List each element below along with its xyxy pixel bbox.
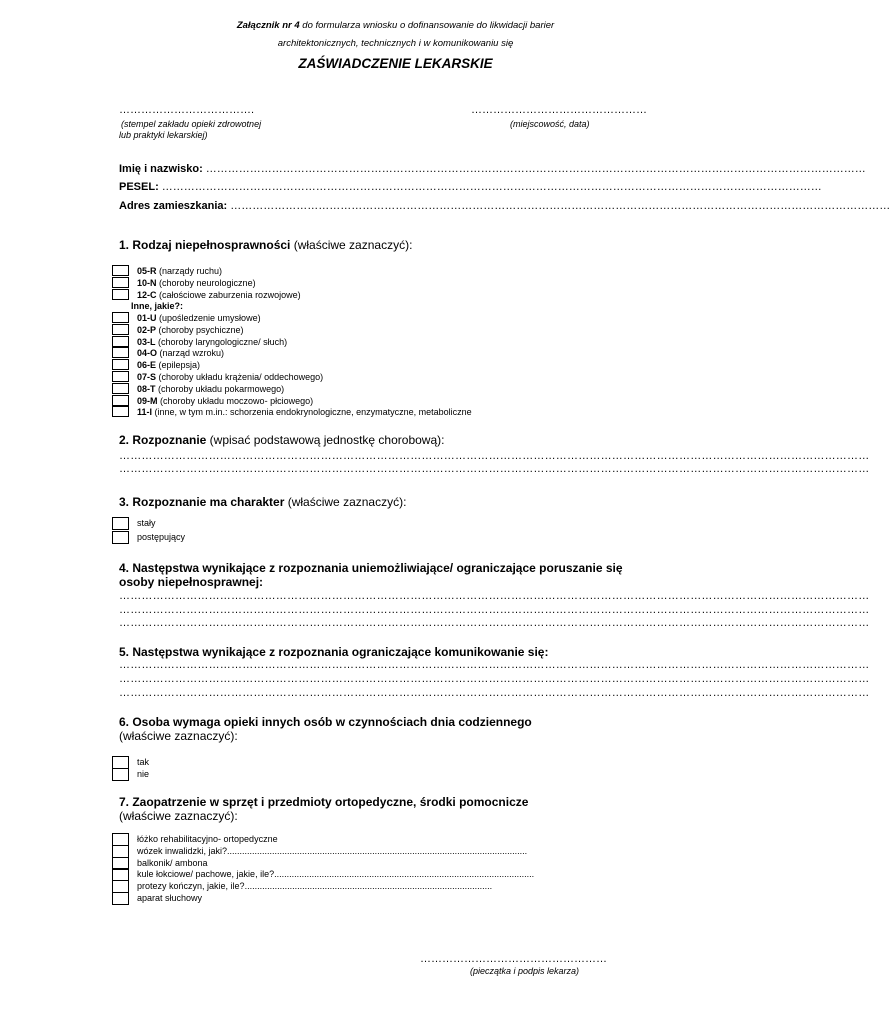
mobility-line-3[interactable]: ………………………………………………………………………………………………………………………………………………………………………………… xyxy=(119,617,870,629)
section-5-title: 5. Następstwa wynikające z rozpoznania ograniczające komunikowanie się: xyxy=(119,645,549,659)
communication-line-1[interactable]: ………………………………………………………………………………………………………………………………………………………………………………… xyxy=(119,659,870,671)
checkbox-staly[interactable] xyxy=(112,517,129,530)
option-crutches xyxy=(137,869,534,879)
option-03-l xyxy=(137,337,287,347)
document-title: ZAŚWIADCZENIE LEKARSKIE xyxy=(298,56,493,71)
section-2-hint: (wpisać podstawową jednostkę chorobową): xyxy=(206,433,445,447)
option-desc: (choroby układu pokarmowego) xyxy=(155,384,285,394)
option-code: 02-P xyxy=(137,325,157,335)
checkbox-10-n[interactable] xyxy=(112,277,129,288)
checkbox-08-t[interactable] xyxy=(112,383,129,394)
option-desc: (epilepsja) xyxy=(156,360,201,370)
option-code: 03-L xyxy=(137,337,156,347)
place-date-caption: (miejscowość, data) xyxy=(510,119,590,129)
option-code: 06-E xyxy=(137,360,157,370)
option-postepujacy: postępujący xyxy=(137,532,186,542)
section-6-heading-2: (właściwe zaznaczyć): xyxy=(119,729,238,743)
option-label: wózek inwalidzki, jaki? xyxy=(137,846,228,856)
checkbox-04-o[interactable] xyxy=(112,347,129,358)
section-4-title-1: 4. Następstwa wynikające z rozpoznania uniemożliwiające/ ograniczające poruszanie się xyxy=(119,561,623,575)
option-09-m xyxy=(137,396,313,406)
option-12-c xyxy=(137,290,301,300)
option-code: 01-U xyxy=(137,313,157,323)
section-3-title: 3. Rozpoznanie ma charakter xyxy=(119,495,285,509)
option-04-o xyxy=(137,348,224,358)
checkbox-postepujacy[interactable] xyxy=(112,531,129,544)
option-01-u xyxy=(137,313,261,323)
option-code: 10-N xyxy=(137,278,157,288)
option-desc: (inne, w tym m.in.: schorzenia endokrynologiczne, enzymatyczne, metaboliczne xyxy=(152,407,472,417)
other-label xyxy=(131,301,183,311)
name-dots: ……………………………………………………………………………………………………………………………………………………………… xyxy=(202,163,866,175)
option-code: 08-T xyxy=(137,384,156,394)
option-06-e xyxy=(137,360,200,370)
option-rehab-bed xyxy=(137,834,278,844)
option-desc: (choroby układu krążenia/ oddechowego) xyxy=(156,372,324,382)
header-line-1-rest: do formularza wniosku o dofinansowanie do likwidacji barier xyxy=(299,20,555,31)
header-line-2: architektonicznych, technicznych i w komunikowaniu się xyxy=(277,38,514,49)
section-7-heading-1 xyxy=(119,795,528,809)
option-dots[interactable]: ........................................................................................................ xyxy=(274,869,535,879)
section-6-title: 6. Osoba wymaga opieki innych osób w czynnościach dnia codziennego xyxy=(119,715,532,729)
checkbox-03-l[interactable] xyxy=(112,336,129,347)
checkbox-nie[interactable] xyxy=(112,768,129,781)
option-07-s xyxy=(137,372,323,382)
section-4-title-2: osoby niepełnosprawnej: xyxy=(119,575,264,589)
signature-dots[interactable]: …………………………………………… xyxy=(420,953,607,965)
section-3-hint: (właściwe zaznaczyć): xyxy=(284,495,407,509)
option-05-r xyxy=(137,266,222,276)
section-1-title: 1. Rodzaj niepełnosprawności xyxy=(119,238,291,252)
option-code: 11-I xyxy=(137,407,153,417)
option-code: 12-C xyxy=(137,290,157,300)
place-date-dots[interactable]: ………………………………………… xyxy=(471,104,647,116)
option-prostheses xyxy=(137,881,492,891)
option-hearing-aid xyxy=(137,893,202,903)
option-tak: tak xyxy=(137,757,150,767)
option-wheelchair xyxy=(137,846,527,856)
option-label: protezy kończyn, jakie, ile? xyxy=(137,881,245,891)
checkbox-09-m[interactable] xyxy=(112,395,129,406)
checkbox-11-i[interactable] xyxy=(112,406,129,417)
option-11-i xyxy=(137,407,472,417)
diagnosis-line-2[interactable]: ………………………………………………………………………………………………………………………………………………………………………………… xyxy=(119,463,870,475)
header-line-1 xyxy=(0,20,791,31)
option-10-n xyxy=(137,278,256,288)
option-walker xyxy=(137,858,208,868)
pesel-label: PESEL: xyxy=(119,181,159,193)
section-4-heading-2 xyxy=(119,575,263,589)
option-desc: (choroby psychiczne) xyxy=(156,325,244,335)
option-desc: (narząd wzroku) xyxy=(157,348,225,358)
option-desc: (choroby neurologiczne) xyxy=(156,278,256,288)
section-7-title: 7. Zaopatrzenie w sprzęt i przedmioty ortopedyczne, środki pomocnicze xyxy=(119,795,529,809)
option-desc: (choroby laryngologiczne/ słuch) xyxy=(155,337,288,347)
option-dots[interactable]: ........................................................................................................................ xyxy=(227,846,528,856)
option-label: aparat słuchowy xyxy=(137,893,203,903)
mobility-line-2[interactable]: ………………………………………………………………………………………………………………………………………………………………………………… xyxy=(119,604,870,616)
option-label: balkonik/ ambona xyxy=(137,858,208,868)
stamp-dots[interactable]: ………………………………. xyxy=(119,104,255,116)
section-2-title: 2. Rozpoznanie xyxy=(119,433,207,447)
pesel-field[interactable] xyxy=(119,181,822,193)
checkbox-07-s[interactable] xyxy=(112,371,129,382)
name-field[interactable] xyxy=(119,163,866,175)
checkbox-hearing-aid[interactable] xyxy=(112,892,129,905)
option-nie: nie xyxy=(137,769,150,779)
option-desc: (narządy ruchu) xyxy=(156,266,223,276)
section-1-hint: (właściwe zaznaczyć): xyxy=(290,238,413,252)
name-label: Imię i nazwisko: xyxy=(119,163,203,175)
checkbox-05-r[interactable] xyxy=(112,265,129,276)
option-code: 05-R xyxy=(137,266,157,276)
option-code: 04-O xyxy=(137,348,158,358)
checkbox-01-u[interactable] xyxy=(112,312,129,323)
address-label: Adres zamieszkania: xyxy=(119,200,228,212)
option-desc: (upośledzenie umysłowe) xyxy=(156,313,261,323)
checkbox-12-c[interactable] xyxy=(112,289,129,300)
section-1-heading xyxy=(119,238,412,252)
option-code: 09-M xyxy=(137,396,158,406)
option-desc: (choroby układu moczowo- płciowego) xyxy=(157,396,314,406)
address-field[interactable] xyxy=(119,200,890,212)
option-08-t xyxy=(137,384,284,394)
communication-line-2[interactable]: ………………………………………………………………………………………………………………………………………………………………………………… xyxy=(119,673,870,685)
section-3-heading xyxy=(119,495,406,509)
signature-caption: (pieczątka i podpis lekarza) xyxy=(470,966,580,976)
option-02-p xyxy=(137,325,244,335)
stamp-caption-2: lub praktyki lekarskiej) xyxy=(119,130,208,140)
communication-line-3[interactable]: ………………………………………………………………………………………………………………………………………………………………………………… xyxy=(119,687,870,699)
address-dots: ……………………………………………………………………………………………………………………………………………………………… xyxy=(227,200,890,212)
section-4-heading-1 xyxy=(119,561,623,575)
annex-label: Załącznik nr 4 xyxy=(236,20,300,31)
option-label: łóżko rehabilitacyjno- ortopedyczne xyxy=(137,834,278,844)
checkbox-06-e[interactable] xyxy=(112,359,129,370)
pesel-dots: ……………………………………………………………………………………………………………………………………………………………… xyxy=(158,181,822,193)
section-7-heading-2: (właściwe zaznaczyć): xyxy=(119,809,238,823)
stamp-caption-1: (stempel zakładu opieki zdrowotnej xyxy=(121,119,262,129)
diagnosis-line-1[interactable]: ………………………………………………………………………………………………………………………………………………………………………………… xyxy=(119,450,870,462)
section-2-heading xyxy=(119,433,444,447)
checkbox-02-p[interactable] xyxy=(112,324,129,335)
option-desc: (całościowe zaburzenia rozwojowe) xyxy=(156,290,301,300)
option-staly: stały xyxy=(137,518,156,528)
mobility-line-1[interactable]: ………………………………………………………………………………………………………………………………………………………………………………… xyxy=(119,590,870,602)
section-5-heading xyxy=(119,645,548,659)
option-dots[interactable]: ................................................................................................... xyxy=(244,881,493,891)
option-label: kule łokciowe/ pachowe, jakie, ile? xyxy=(137,869,275,879)
option-code: 07-S xyxy=(137,372,157,382)
other-label-text: Inne, jakie?: xyxy=(131,301,184,311)
section-6-heading-1 xyxy=(119,715,532,729)
